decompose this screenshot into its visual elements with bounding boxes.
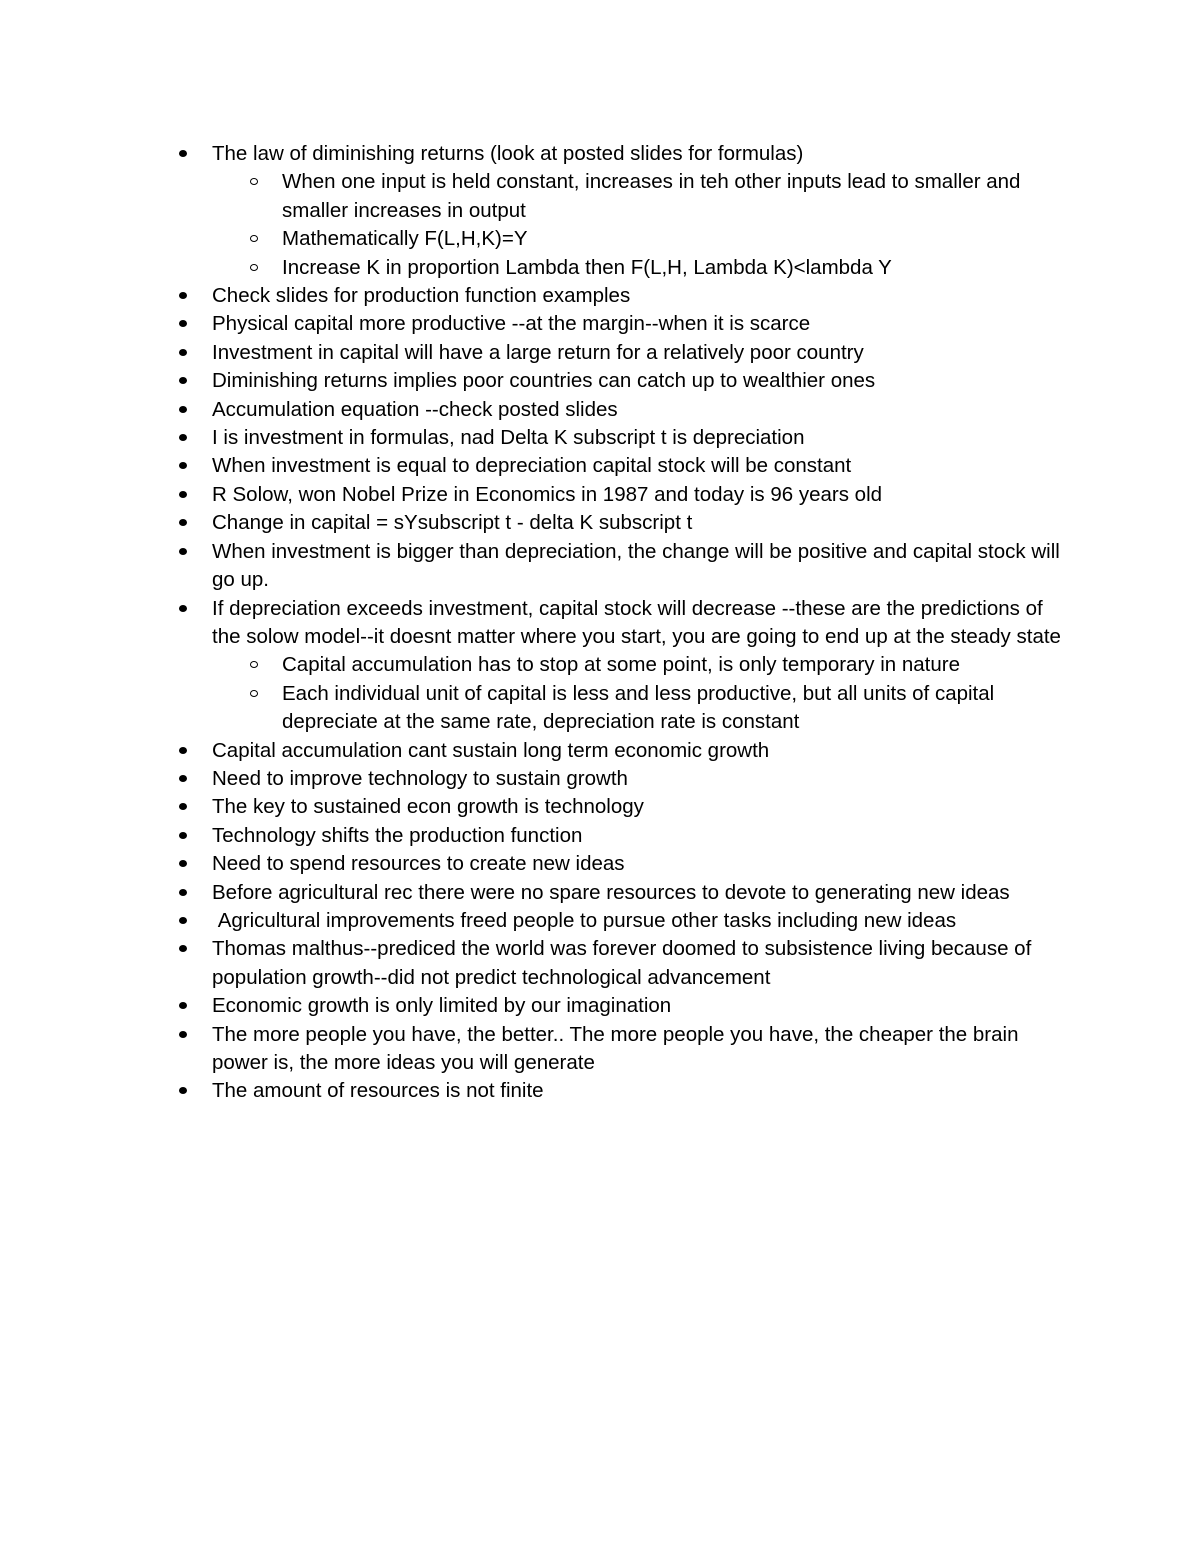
hollow-bullet-icon: [250, 690, 258, 697]
bullet-icon: [179, 150, 187, 157]
list-item-text: Diminishing returns implies poor countries can catch up to wealthier ones: [212, 369, 876, 393]
sub-list-item: [282, 254, 1072, 282]
list-item-text: Change in capital = sYsubscript t - delta K subscript t: [212, 511, 693, 535]
hollow-bullet-icon: [250, 235, 258, 242]
bullet-icon: [179, 775, 187, 782]
list-item: [212, 737, 1072, 765]
bullet-icon: [179, 860, 187, 867]
list-item-text: Technology shifts the production function: [212, 823, 583, 847]
list-item: [212, 992, 1072, 1020]
bullet-icon: [179, 548, 187, 555]
bullet-icon: [179, 803, 187, 810]
bullet-icon: [179, 491, 187, 498]
sub-list-item-text: When one input is held constant, increases in teh other inputs lead to smaller and smaller increases in output: [282, 170, 1027, 222]
bullet-icon: [179, 519, 187, 526]
list-item: [212, 879, 1072, 907]
list-item-text: Thomas malthus--prediced the world was forever doomed to subsistence living because of population growth--did not predict technological advancement: [212, 937, 1037, 989]
bullet-icon: [179, 889, 187, 896]
bullet-icon: [179, 832, 187, 839]
sub-list-item-text: Each individual unit of capital is less and less productive, but all units of capital depreciate at the same rate, depreciation rate is constant: [282, 681, 1000, 734]
bullet-icon: [179, 605, 187, 612]
list-item-text: Check slides for production function examples: [212, 284, 631, 308]
list-item: [212, 538, 1072, 595]
list-item: [212, 850, 1072, 878]
list-item: [212, 396, 1072, 424]
bullet-icon: [179, 917, 187, 924]
list-item-text: If depreciation exceeds investment, capital stock will decrease --these are the predictions of the solow model--it doesnt matter where you start, you are going to end up at the steady state: [212, 596, 1061, 648]
sub-list-item-text: Increase K in proportion Lambda then F(L,H, Lambda K)<lambda Y: [282, 255, 892, 279]
notes-list: [212, 140, 1072, 1106]
hollow-bullet-icon: [250, 178, 258, 185]
list-item-text: R Solow, won Nobel Prize in Economics in 1987 and today is 96 years old: [212, 482, 883, 506]
list-item-text: The key to sustained econ growth is technology: [212, 795, 644, 819]
bullet-icon: [179, 320, 187, 327]
bullet-icon: [179, 377, 187, 384]
list-item-text: Need to spend resources to create new ideas: [212, 852, 625, 876]
hollow-bullet-icon: [250, 264, 258, 271]
bullet-icon: [179, 747, 187, 754]
sub-list-item-text: Capital accumulation has to stop at some point, is only temporary in nature: [282, 653, 960, 677]
bullet-icon: [179, 1031, 187, 1038]
list-item: [212, 452, 1072, 480]
list-item-text: The more people you have, the better.. The more people you have, the cheaper the brain power is, the more ideas you will generate: [212, 1022, 1025, 1074]
sub-list-item: [282, 225, 1072, 253]
list-item-text: The law of diminishing returns (look at posted slides for formulas): [212, 142, 804, 165]
list-item: [212, 481, 1072, 509]
hollow-bullet-icon: [250, 661, 258, 668]
bullet-icon: [179, 349, 187, 356]
list-item: [212, 1077, 1072, 1105]
list-item-text: Agricultural improvements freed people to pursue other tasks including new ideas: [212, 908, 957, 932]
list-item: [212, 282, 1072, 310]
list-item-text: Investment in capital will have a large return for a relatively poor country: [212, 340, 864, 364]
list-item: [212, 793, 1072, 821]
list-item: [212, 1021, 1072, 1078]
list-item: [212, 765, 1072, 793]
list-item-text: Before agricultural rec there were no spare resources to devote to generating new ideas: [212, 880, 1010, 904]
sub-list-item: [282, 680, 1072, 737]
list-item: [212, 935, 1072, 992]
list-item: [212, 367, 1072, 395]
bullet-icon: [179, 462, 187, 469]
list-item-text: Capital accumulation cant sustain long term economic growth: [212, 738, 770, 762]
list-item: [212, 424, 1072, 452]
list-item: [212, 339, 1072, 367]
list-item-text: Physical capital more productive --at the margin--when it is scarce: [212, 312, 811, 336]
bullet-icon: [179, 1087, 187, 1094]
sub-list-item: [282, 168, 1072, 225]
list-item: [212, 509, 1072, 537]
list-item-text: Economic growth is only limited by our imagination: [212, 994, 672, 1018]
bullet-icon: [179, 434, 187, 441]
list-item: [212, 595, 1072, 737]
sub-list: [212, 168, 1072, 282]
sub-list-item: [282, 651, 1072, 679]
list-item: [212, 140, 1072, 282]
list-item-text: When investment is bigger than depreciation, the change will be positive and capital stock will go up.: [212, 539, 1066, 592]
bullet-icon: [179, 945, 187, 952]
list-item-text: When investment is equal to depreciation capital stock will be constant: [212, 454, 852, 478]
bullet-icon: [179, 292, 187, 299]
bullet-icon: [179, 406, 187, 413]
bullet-icon: [179, 1002, 187, 1009]
list-item-text: I is investment in formulas, nad Delta K subscript t is depreciation: [212, 426, 805, 450]
list-item: [212, 907, 1072, 935]
sub-list: [212, 651, 1072, 736]
list-item-text: Need to improve technology to sustain growth: [212, 766, 628, 790]
list-item: [212, 822, 1072, 850]
list-item: [212, 310, 1072, 338]
sub-list-item-text: Mathematically F(L,H,K)=Y: [282, 227, 528, 251]
list-item-text: The amount of resources is not finite: [212, 1079, 544, 1103]
list-item-text: Accumulation equation --check posted slides: [212, 397, 618, 421]
